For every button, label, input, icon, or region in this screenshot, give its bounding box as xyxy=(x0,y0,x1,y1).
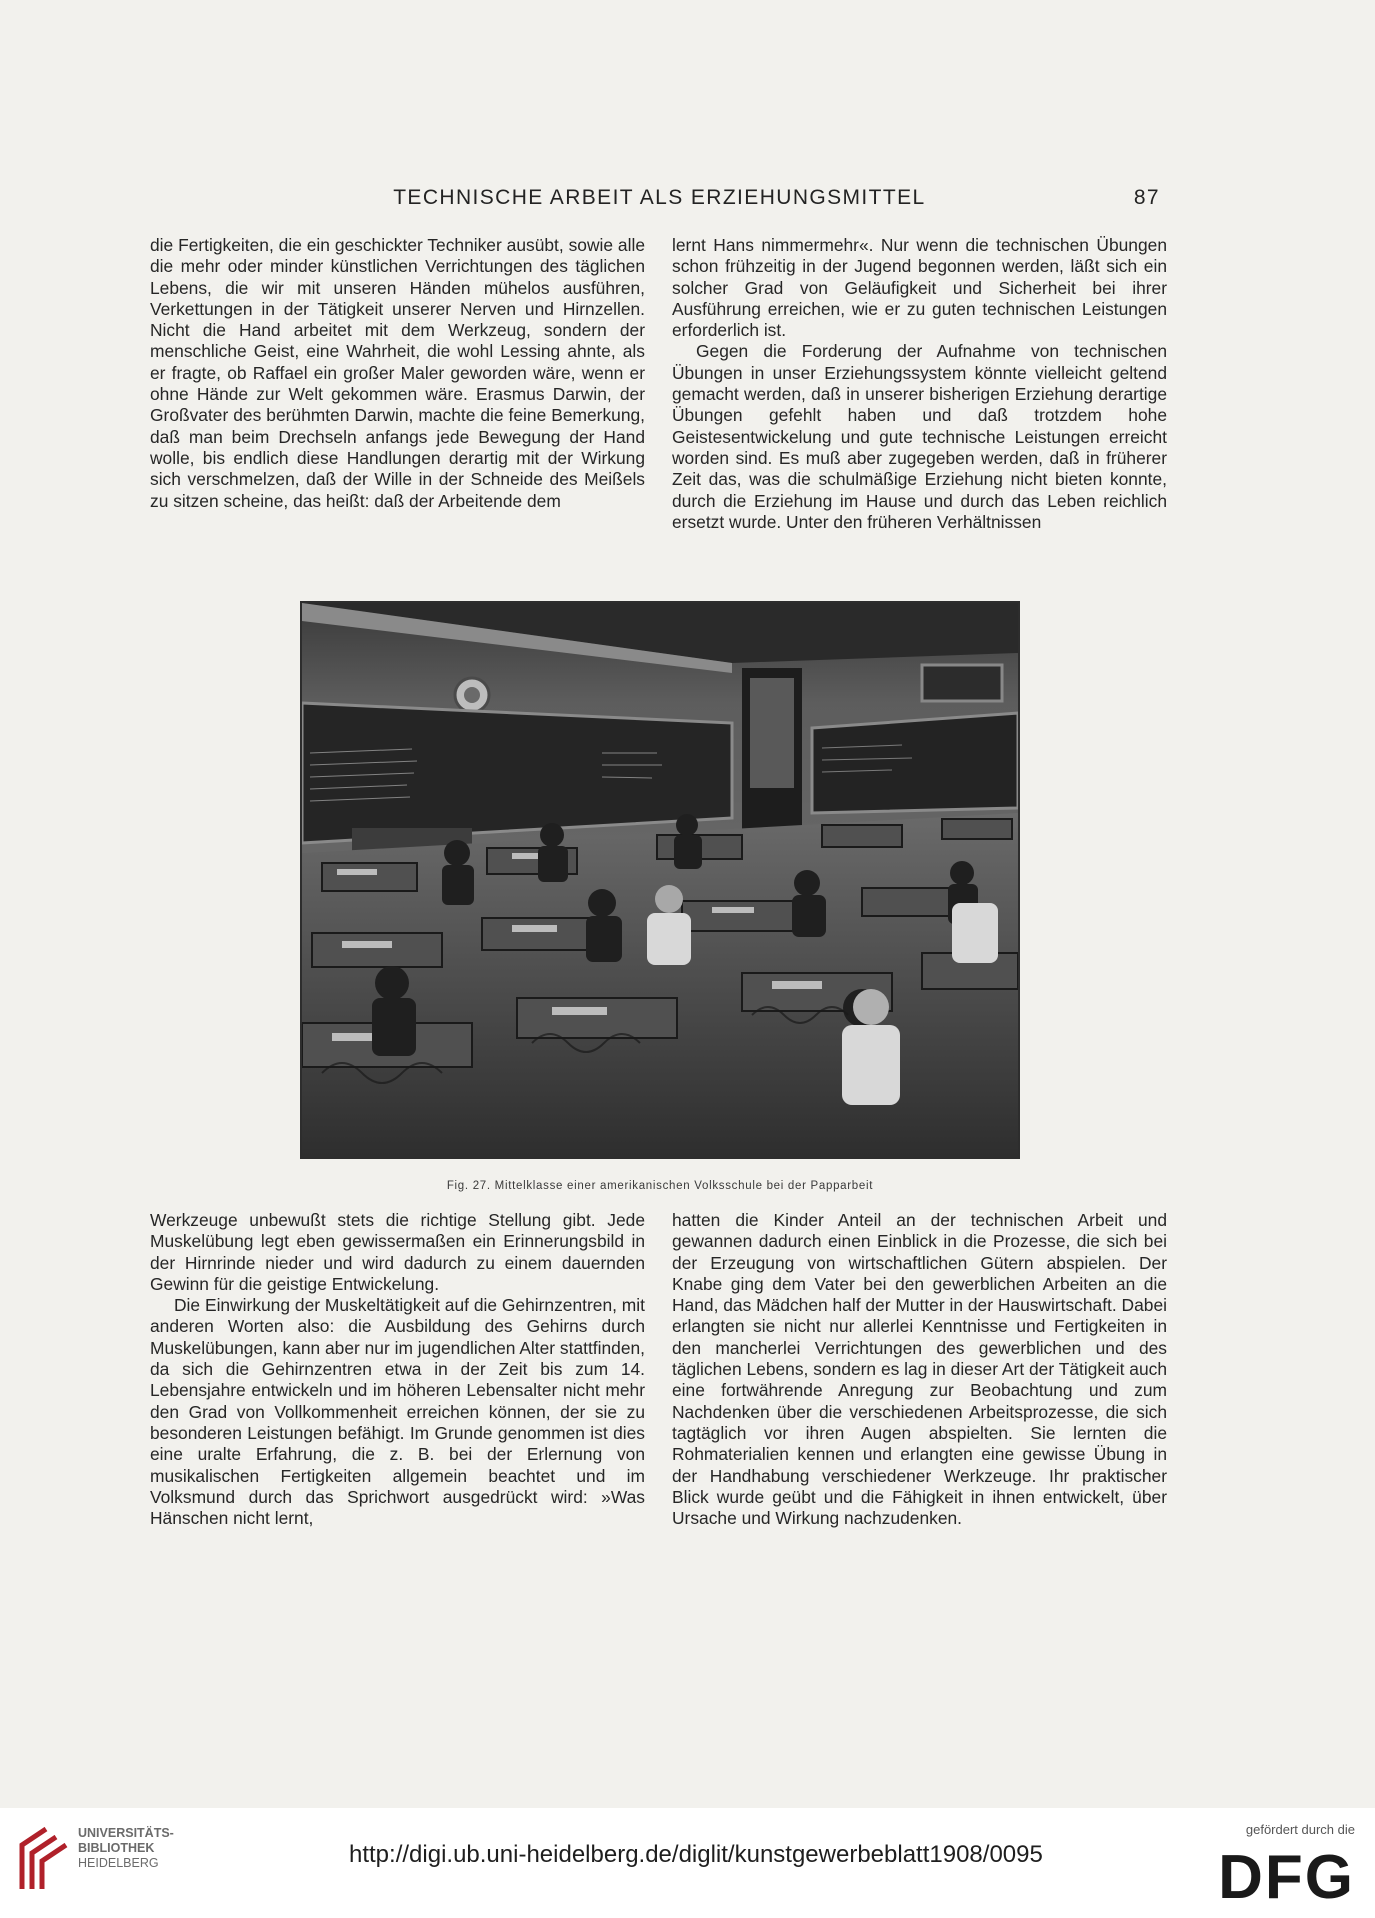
running-header xyxy=(145,186,1160,210)
library-name xyxy=(78,1826,174,1871)
column-top-right xyxy=(672,235,1167,533)
paragraph: lernt Hans nimmermehr«. Nur wenn die technischen Übungen schon frühzeitig in der Jugend begonnen werden, läßt sich ein solcher Grad von Geläufigkeit und Sicherheit bei ihrer Ausführung erreichen, wie er zu guten technischen Leistungen erforderlich ist. xyxy=(672,235,1167,341)
figure-caption: Fig. 27. Mittelklasse einer amerikanischen Volksschule bei der Papparbeit xyxy=(446,1180,874,1192)
library-name-line-3: HEIDELBERG xyxy=(78,1856,159,1870)
digitization-footer xyxy=(0,1808,1375,1918)
paragraph: Die Einwirkung der Muskeltätigkeit auf die Gehirnzentren, mit anderen Worten also: die Ausbildung des Gehirns durch Muskelübungen, kann aber nur im jugendlichen Alter stattfinden, da sich die Gehirnzentren etwa in der Zeit bis zum 14. Lebensjahre entwickeln und im höheren Lebensalter nicht mehr den Grad von Vollkommenheit erreichen können, der sie zu besonderen Leistungen befähigt. Im Grunde genommen ist dies eine uralte Erfahrung, die z. B. bei der Erlernung von musikalischen Fertigkeiten allgemein beachtet und im Volksmund durch das Sprichwort ausgedrückt wird: »Was Hänschen nicht lernt, xyxy=(150,1295,645,1529)
paragraph: hatten die Kinder Anteil an der technischen Arbeit und gewannen dadurch einen Einblick in die Prozesse, die sich bei der Erzeugung von wirtschaftlichen Gütern abspielen. Der Knabe ging dem Vater bei den gewerblichen Arbeiten an die Hand, das Mädchen half der Mutter in der Hauswirtschaft. Dabei erlangten sie nicht nur allerlei Kenntnisse und Fertigkeiten in den mancherlei Verrichtungen des gewerblichen und des täglichen Lebens, sondern es lag in dieser Art der Tätigkeit auch eine fortwährende Anregung zur Beobachtung und zum Nachdenken über die verschiedenen Arbeitsprozesse, die sich tagtäglich vor ihren Augen abspielten. Sie lernten die Rohmaterialien kennen und erlangten eine gewisse Übung in der Handhabung verschiedener Werkzeuge. Ihr praktischer Blick wurde geübt und die Fähigkeit in ihnen entwickelt, über Ursache und Wirkung nachzudenken. xyxy=(672,1210,1167,1529)
funded-by-label: gefördert durch die xyxy=(1245,1822,1355,1837)
paragraph: die Fertigkeiten, die ein geschickter Techniker ausübt, sowie alle die mehr oder minder künstlichen Verrichtungen des täglichen Lebens, die wir mit unseren Händen mühelos ausführen, Verkettungen in der Tätigkeit unserer Nerven und Hirnzellen. Nicht die Hand arbeitet mit dem Werkzeug, sondern der menschliche Geist, eine Wahrheit, die wohl Lessing ahnte, als er fragte, ob Raffael ein großer Maler geworden wäre, wenn er ohne Hände zur Welt gekommen wäre. Erasmus Darwin, der Großvater des berühmten Darwin, machte die feine Bemerkung, daß man beim Drechseln anfangs jede Bewegung der Hand wolle, bis endlich diese Handlungen derartig mit der Wirkung sich verschmelzen, daß der Wille in der Schneide des Meißels zu sitzen scheine, das heißt: daß der Arbeitende dem xyxy=(150,235,645,511)
running-title: TECHNISCHE ARBEIT ALS ERZIEHUNGSMITTEL xyxy=(393,186,926,209)
paragraph: Werkzeuge unbewußt stets die richtige Stellung gibt. Jede Muskelübung legt eben gewissermaßen ein Erinnerungsbild in der Hirnrinde nieder und wird dadurch zu einem dauernden Gewinn für die geistige Entwickelung. xyxy=(150,1210,645,1294)
classroom-photograph xyxy=(300,601,1020,1159)
dfg-logo: DFG xyxy=(1218,1843,1355,1912)
library-logo-icon xyxy=(16,1823,68,1895)
column-top-left xyxy=(150,235,645,512)
permalink-url[interactable]: http://digi.ub.uni-heidelberg.de/diglit/kunstgewerbeblatt1908/0095 xyxy=(349,1841,1043,1868)
library-name-line-2: BIBLIOTHEK xyxy=(78,1841,155,1855)
page-number: 87 xyxy=(1133,186,1160,209)
classroom-photo-illustration xyxy=(302,603,1018,1157)
column-bottom-left xyxy=(150,1210,645,1529)
paragraph: Gegen die Forderung der Aufnahme von technischen Übungen in unser Erziehungssystem könnte vielleicht geltend gemacht werden, daß in unserer bisherigen Erziehung derartige Übungen gefehlt haben und daß trotzdem hohe Geistesentwickelung und gute technische Leistungen erreicht worden sind. Es muß aber zugegeben werden, daß in früherer Zeit das, was die schulmäßige Erziehung nicht bieten konnte, durch die Erziehung im Hause und durch das Leben reichlich ersetzt wurde. Unter den früheren Verhältnissen xyxy=(672,341,1167,532)
column-bottom-right xyxy=(672,1210,1167,1529)
library-name-line-1: UNIVERSITÄTS- xyxy=(78,1826,174,1840)
